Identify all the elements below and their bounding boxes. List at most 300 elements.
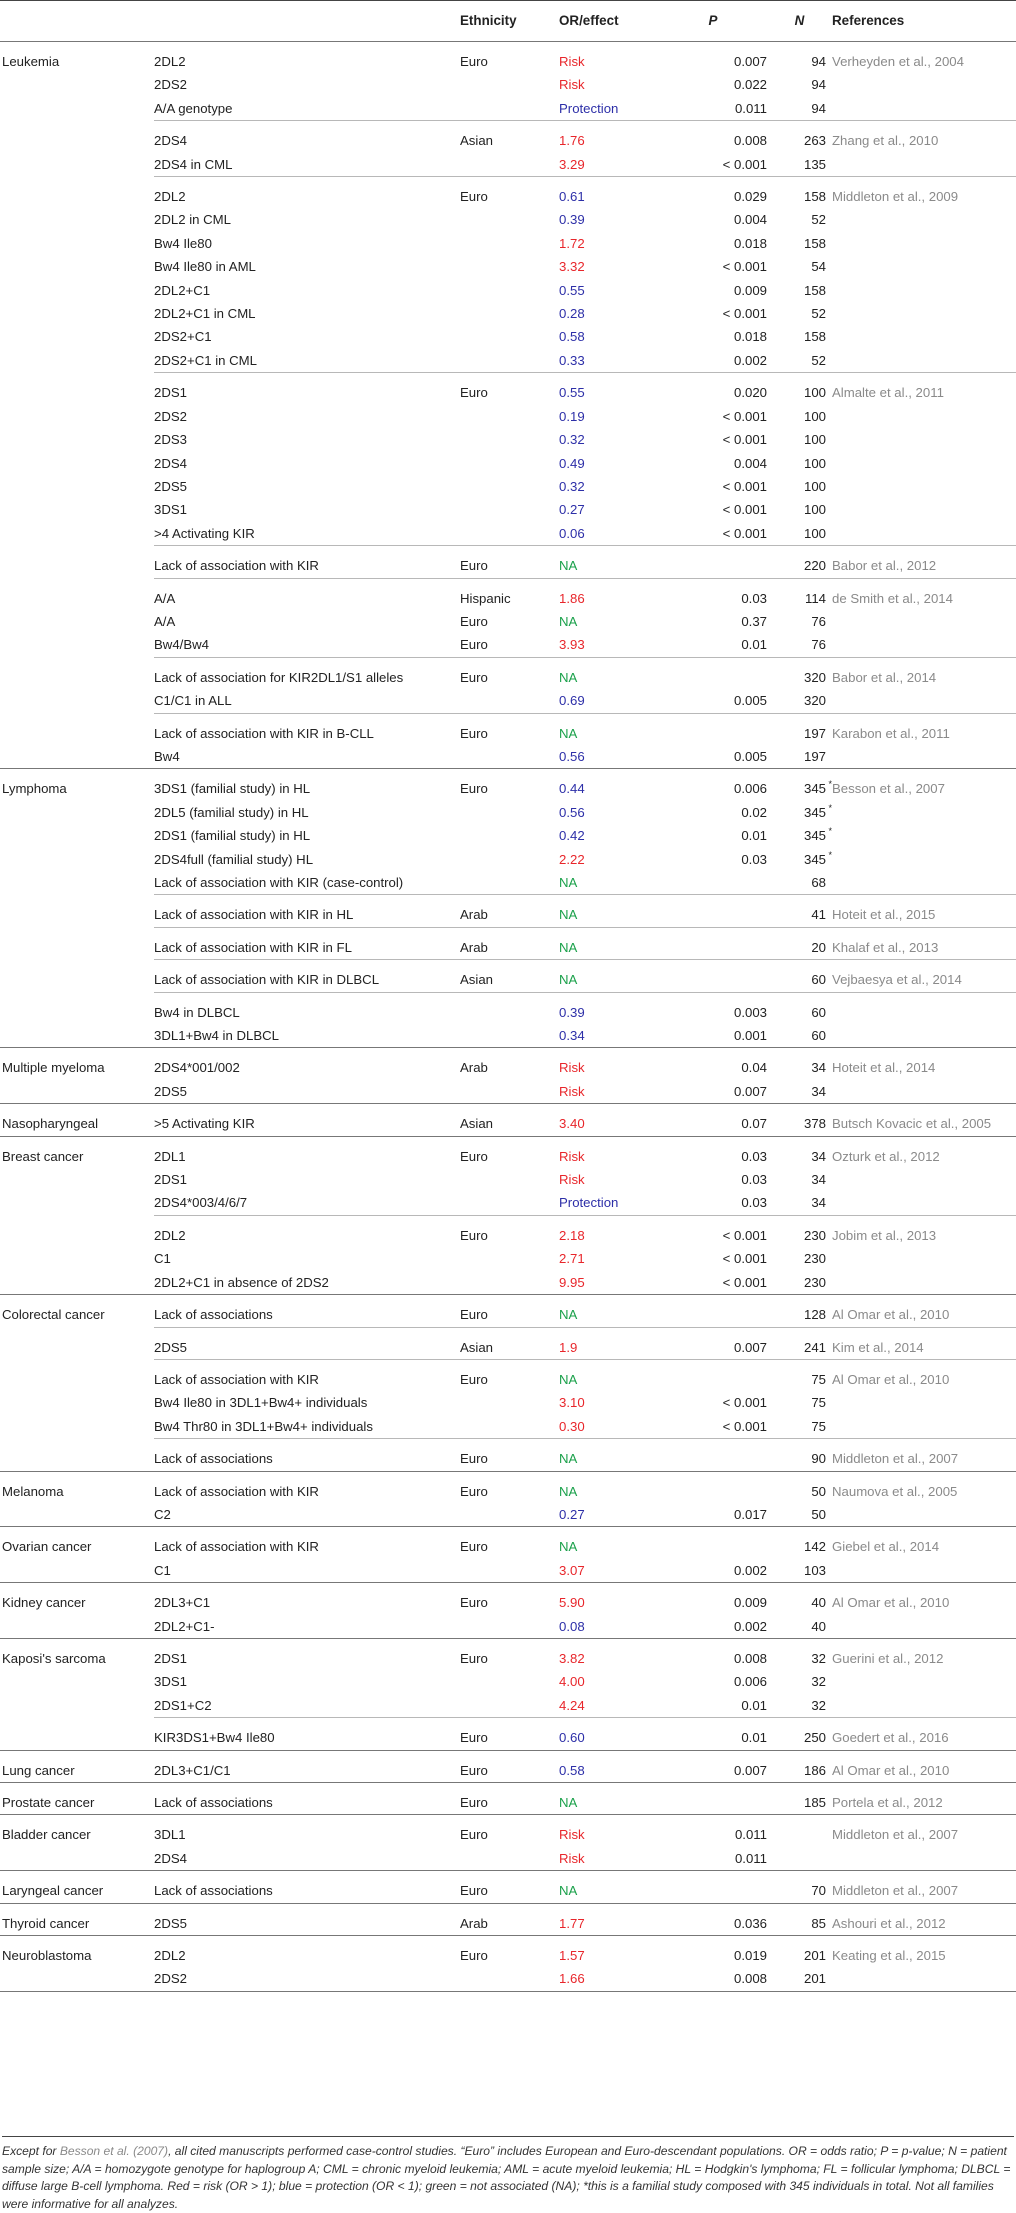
sample-size-cell-value: 100 [803,455,826,471]
marker-cell: C1 [154,1251,171,1267]
table-row [0,522,1016,546]
p-value-cell-value: 0.022 [733,77,767,93]
header-p-value: P [659,1,767,42]
table-row [0,349,1016,373]
effect-cell: 3.29 [559,156,585,172]
marker-cell: 2DS2 [154,77,187,93]
reference-link [832,1559,1016,1583]
table-footnote [2,2136,1014,2213]
table-row [0,1295,1016,1327]
table-row [0,578,1016,610]
disease-name [0,1168,154,1191]
p-value-cell [659,633,767,657]
sample-size-cell-value: 201 [803,1971,826,1987]
reference-link [832,610,1016,633]
ethnicity-cell: Euro [458,1718,557,1750]
disease-name [0,475,154,498]
disease-name [0,1024,154,1048]
sample-size-cell [767,405,832,428]
ethnicity-cell: Euro [460,1307,488,1323]
p-value-cell-value: 0.002 [733,1618,767,1634]
disease-name [0,895,154,927]
p-value-cell [659,1903,767,1935]
sample-size-cell [767,1559,832,1583]
p-value-cell [659,1080,767,1104]
reference-link[interactable]: Zhang et al., 2010 [832,121,1016,153]
effect-cell: 0.42 [559,828,585,844]
reference-link[interactable]: Karabon et al., 2011 [832,713,1016,745]
p-value-cell [659,824,767,847]
disease-group [0,1104,1016,1136]
marker-cell: >5 Activating KIR [154,1116,255,1132]
sample-size-cell [767,42,832,74]
p-value-cell-value: 0.004 [733,455,767,471]
marker-cell: KIR3DS1+Bw4 Ile80 [154,1718,458,1750]
ethnicity-cell: Euro [460,1595,488,1611]
sample-size-cell-value: 230 [803,1274,826,1290]
effect-cell: Protection [559,100,619,116]
ethnicity-cell [458,1694,557,1718]
footnote-reference-link[interactable]: Besson et al. (2007) [59,2144,169,2158]
sample-size-cell-value: 250 [803,1730,826,1746]
ethnicity-cell [458,475,557,498]
sample-size-cell-value: 100 [803,478,826,494]
reference-link [832,153,1016,177]
p-value-cell-value: 0.04 [741,1060,767,1076]
reference-link[interactable]: Keating et al., 2015 [832,1948,946,1964]
reference-link [832,1847,1016,1871]
effect-cell: NA [559,1307,578,1323]
table-row [0,1638,1016,1670]
effect-cell: 3.10 [559,1395,585,1411]
ethnicity-cell [458,1847,557,1871]
reference-link[interactable]: Al Omar et al., 2010 [832,1359,1016,1391]
disease-name [0,177,154,209]
reference-link[interactable]: Butsch Kovacic et al., 2005 [832,1116,992,1132]
table-row [0,927,1016,959]
sample-size-cell [767,1903,832,1935]
marker-cell: 2DS1+C2 [154,1697,212,1713]
disease-name [0,960,154,992]
sample-size-cell [767,498,832,521]
sample-size-cell [767,452,832,475]
sample-size-cell-value: 345 [803,828,826,844]
disease-name [0,73,154,96]
reference-link[interactable]: Kim et al., 2014 [832,1327,1016,1359]
p-value-cell [659,73,767,96]
reference-link [832,1168,1016,1191]
table-row [0,960,1016,992]
sample-size-cell-value: 230 [803,1227,826,1243]
table-row [0,153,1016,177]
disease-name: Multiple myeloma [2,1060,105,1076]
reference-link [832,1271,1016,1295]
reference-link[interactable]: Guerini et al., 2012 [832,1650,944,1666]
sample-size-cell [767,546,832,578]
reference-link[interactable]: Goedert et al., 2016 [832,1718,1016,1750]
sample-size-cell [767,121,832,153]
reference-link [832,1503,1016,1527]
sample-size-cell [767,177,832,209]
disease-group [0,1048,1016,1104]
ethnicity-cell: Euro [460,781,488,797]
disease-name [0,657,154,689]
p-value-cell [659,428,767,451]
p-value-cell [659,578,767,610]
disease-name [0,1439,154,1471]
disease-name [0,498,154,521]
ethnicity-cell [458,689,557,713]
effect-cell: NA [559,1795,578,1810]
p-value-cell [659,1559,767,1583]
effect-cell: 2.22 [559,851,585,867]
sample-size-cell [767,279,832,302]
marker-cell: 2DS4 [154,1850,187,1866]
ethnicity-cell [458,73,557,96]
p-value-cell-value: 0.006 [733,1674,767,1690]
disease-name: Kaposi's sarcoma [2,1650,106,1666]
reference-link [832,1024,1016,1048]
p-value-cell-value: 0.003 [733,1004,767,1020]
ethnicity-cell [458,1191,557,1215]
reference-link [832,232,1016,255]
reference-link[interactable]: Al Omar et al., 2010 [832,1762,950,1778]
p-value-cell-value: < 0.001 [722,156,767,172]
marker-cell: Lack of association with KIR [154,1483,319,1499]
p-value-cell-value: 0.01 [741,637,767,653]
table-row [0,1936,1016,1968]
reference-link[interactable]: Vejbaesya et al., 2014 [832,960,1016,992]
sample-size-cell-value: 32 [811,1674,826,1690]
sample-size-cell-value: 76 [811,637,826,653]
table-row [0,546,1016,578]
disease-name: Leukemia [2,54,60,69]
p-value-cell [659,121,767,153]
ethnicity-cell: Euro [460,1650,488,1666]
effect-cell: NA [557,657,659,689]
sample-size-cell-value: 197 [803,725,826,741]
sample-size-cell-value: 94 [811,54,826,69]
sample-size-cell-value: 41 [811,907,826,923]
table-row [0,373,1016,405]
reference-link[interactable]: Al Omar et al., 2010 [832,1595,950,1611]
reference-link [832,279,1016,302]
sample-size-cell [767,1583,832,1615]
sample-size-cell [767,1247,832,1270]
effect-cell: 1.86 [557,578,659,610]
disease-name [0,1415,154,1439]
sample-size-cell-value: 201 [803,1948,826,1964]
effect-cell: 1.72 [559,235,585,251]
sample-size-cell [767,1080,832,1104]
table-row [0,232,1016,255]
disease-name [0,1615,154,1639]
sample-size-cell [767,578,832,610]
marker-cell: 2DS2 [154,408,187,424]
marker-cell: 2DS1 [154,1172,187,1188]
p-value-cell-value: < 0.001 [722,525,767,541]
effect-cell: Risk [559,54,585,69]
reference-link[interactable]: Hoteit et al., 2014 [832,1060,936,1076]
disease-name [0,1247,154,1270]
sample-size-cell [767,1359,832,1391]
ethnicity-cell [458,745,557,769]
marker-cell: 2DS4 in CML [154,156,233,172]
reference-link[interactable]: Babor et al., 2012 [832,546,1016,578]
sample-size-cell [767,153,832,177]
table-row [0,1967,1016,1991]
p-value-cell-value: 0.009 [733,282,767,298]
marker-cell: Lack of association with KIR [154,1539,319,1555]
disease-group [0,1936,1016,1992]
ethnicity-cell [458,1415,557,1439]
table-row [0,801,1016,824]
reference-link[interactable]: Besson et al., 2007 [832,781,945,797]
p-value-cell [659,325,767,348]
p-value-cell [659,960,767,992]
reference-link [832,97,1016,121]
ethnicity-cell [458,349,557,373]
p-value-cell-value: 0.018 [733,235,767,251]
reference-link[interactable]: Verheyden et al., 2004 [832,54,964,69]
effect-cell: 1.77 [559,1915,585,1931]
marker-cell: 2DS2+C1 in CML [154,352,257,368]
ethnicity-cell: Arab [460,1915,488,1931]
p-value-cell [659,1638,767,1670]
effect-cell: 3.40 [559,1116,585,1132]
table-row [0,428,1016,451]
ethnicity-cell [458,1247,557,1270]
sample-size-cell-value: 75 [811,1371,826,1387]
marker-cell: 2DL1 [154,1148,186,1164]
ethnicity-cell [458,279,557,302]
p-value-cell [659,1815,767,1847]
sample-size-cell-value: 186 [803,1762,826,1778]
sample-size-cell [767,1391,832,1414]
reference-link [832,1391,1016,1414]
reference-link[interactable]: Middleton et al., 2007 [832,1439,1016,1471]
p-value-cell [659,801,767,824]
sample-size-cell [767,428,832,451]
table-row [0,1750,1016,1782]
reference-link[interactable]: Giebel et al., 2014 [832,1539,940,1555]
marker-cell: 2DS1 [154,373,458,405]
sample-size-cell [767,1967,832,1991]
sample-size-cell-value: 60 [811,1028,826,1044]
ethnicity-cell [458,232,557,255]
disease-group [0,1638,1016,1750]
effect-cell: 3.82 [559,1650,585,1666]
marker-cell: Bw4/Bw4 [154,637,209,653]
reference-link[interactable]: Almalte et al., 2011 [832,373,1016,405]
reference-link[interactable]: Middleton et al., 2007 [832,1883,959,1899]
sample-size-cell-value: 345 [803,804,826,820]
reference-link[interactable]: de Smith et al., 2014 [832,578,1016,610]
table-row [0,1583,1016,1615]
p-value-cell [659,1503,767,1527]
p-value-cell-value: 0.007 [733,1339,767,1355]
disease-name [0,745,154,769]
table-row [0,1718,1016,1750]
reference-link [832,848,1016,871]
p-value-cell [659,713,767,745]
ethnicity-cell [458,1967,557,1991]
p-value-cell-value: < 0.001 [722,1274,767,1290]
disease-name [0,428,154,451]
familial-study-marker: * [828,779,832,790]
p-value-cell-value: 0.029 [733,189,767,205]
sample-size-cell [767,1415,832,1439]
effect-cell: 0.55 [557,373,659,405]
footnote-lead: Except for [2,2144,60,2158]
marker-cell: >4 Activating KIR [154,525,255,541]
effect-cell: 0.44 [559,781,585,797]
reference-link[interactable]: Khalaf et al., 2013 [832,927,1016,959]
table-row [0,1670,1016,1693]
p-value-cell [659,1271,767,1295]
p-value-cell [659,1104,767,1136]
header-marker [154,1,458,42]
reference-link[interactable]: Ozturk et al., 2012 [832,1148,940,1164]
p-value-cell [659,1583,767,1615]
sample-size-cell [767,1871,832,1903]
sample-size-cell-value: 52 [811,212,826,228]
p-value-cell [659,895,767,927]
ethnicity-cell: Euro [458,1439,557,1471]
p-value-cell-value: < 0.001 [722,478,767,494]
disease-name [0,452,154,475]
reference-link[interactable]: Ashouri et al., 2012 [832,1915,946,1931]
table-row [0,1048,1016,1080]
p-value-cell-value: 0.002 [733,352,767,368]
sample-size-cell [767,1136,832,1168]
sample-size-cell-value: 40 [811,1595,826,1611]
ethnicity-cell: Arab [458,927,557,959]
p-value-cell [659,1024,767,1048]
p-value-cell-value: < 0.001 [722,259,767,275]
reference-link[interactable]: Babor et al., 2014 [832,657,1016,689]
disease-group [0,1295,1016,1471]
ethnicity-cell [458,824,557,847]
marker-cell: 2DS2 [154,1971,187,1987]
ethnicity-cell [458,992,557,1024]
marker-cell: 3DL1+Bw4 in DLBCL [154,1028,279,1044]
sample-size-cell [767,657,832,689]
sample-size-cell-value: 70 [811,1883,826,1899]
disease-name: Lung cancer [2,1762,75,1778]
table-row [0,1815,1016,1847]
table-row [0,769,1016,801]
effect-cell: 0.69 [559,693,585,709]
ethnicity-cell: Euro [460,1948,488,1964]
reference-link[interactable]: Middleton et al., 2009 [832,177,1016,209]
marker-cell: 2DS4 [154,121,458,153]
disease-name [0,373,154,405]
ethnicity-cell [458,1391,557,1414]
sample-size-cell [767,1936,832,1968]
sample-size-cell-value: 100 [803,408,826,424]
reference-link[interactable]: Naumova et al., 2005 [832,1483,958,1499]
effect-cell: 0.30 [559,1418,585,1434]
effect-cell: 4.00 [559,1674,585,1690]
sample-size-cell [767,610,832,633]
reference-link [832,73,1016,96]
effect-cell: 5.90 [559,1595,585,1611]
marker-cell: Bw4 in DLBCL [154,992,458,1024]
reference-link [832,349,1016,373]
p-value-cell-value: < 0.001 [722,502,767,518]
marker-cell: C1 [154,1562,171,1578]
ethnicity-cell [458,871,557,895]
reference-link [832,1615,1016,1639]
sample-size-cell [767,895,832,927]
sample-size-cell-value: 34 [811,1148,826,1164]
effect-cell: 0.56 [559,748,585,764]
table-row [0,302,1016,325]
p-value-cell-value: 0.03 [741,851,767,867]
p-value-cell-value: 0.03 [741,1172,767,1188]
disease-name: Melanoma [2,1483,64,1499]
reference-link[interactable]: Hoteit et al., 2015 [832,895,1016,927]
p-value-cell [659,177,767,209]
table-row [0,1527,1016,1559]
sample-size-cell [767,824,832,847]
p-value-cell [659,498,767,521]
marker-cell: 2DS4full (familial study) HL [154,851,314,867]
sample-size-cell [767,255,832,278]
marker-cell: 3DS1 [154,1674,187,1690]
effect-cell: 0.08 [559,1618,585,1634]
sample-size-cell [767,633,832,657]
reference-link[interactable]: Middleton et al., 2007 [832,1827,959,1843]
p-value-cell [659,927,767,959]
p-value-cell [659,689,767,713]
effect-cell: Risk [559,1083,585,1099]
reference-link[interactable]: Portela et al., 2012 [832,1795,943,1810]
p-value-cell-value: 0.006 [733,781,767,797]
reference-link[interactable]: Jobim et al., 2013 [832,1215,1016,1247]
marker-cell: A/A [154,613,176,629]
table-row [0,498,1016,521]
disease-name [0,232,154,255]
disease-name [0,1559,154,1583]
sample-size-cell-value: 345 [803,781,826,797]
ethnicity-cell [458,1271,557,1295]
marker-cell: 2DL2 [154,177,458,209]
ethnicity-cell [458,848,557,871]
table-row [0,1694,1016,1718]
table-row [0,1559,1016,1583]
disease-group [0,1815,1016,1871]
reference-link[interactable]: Al Omar et al., 2010 [832,1307,950,1323]
p-value-cell-value: 0.001 [733,1028,767,1044]
sample-size-cell-value: 158 [803,329,826,345]
sample-size-cell [767,1048,832,1080]
effect-cell: 0.06 [559,525,585,541]
disease-name: Nasopharyngeal [2,1116,99,1132]
p-value-cell [659,208,767,231]
sample-size-cell [767,522,832,546]
table-row [0,1615,1016,1639]
marker-cell: 2DL3+C1 [154,1595,211,1611]
effect-cell: Risk [559,77,585,93]
sample-size-cell-value: 50 [811,1483,826,1499]
p-value-cell [659,1359,767,1391]
disease-name [0,1080,154,1104]
effect-cell: 1.76 [557,121,659,153]
p-value-cell-value: 0.008 [733,1650,767,1666]
disease-name: Bladder cancer [2,1827,91,1843]
